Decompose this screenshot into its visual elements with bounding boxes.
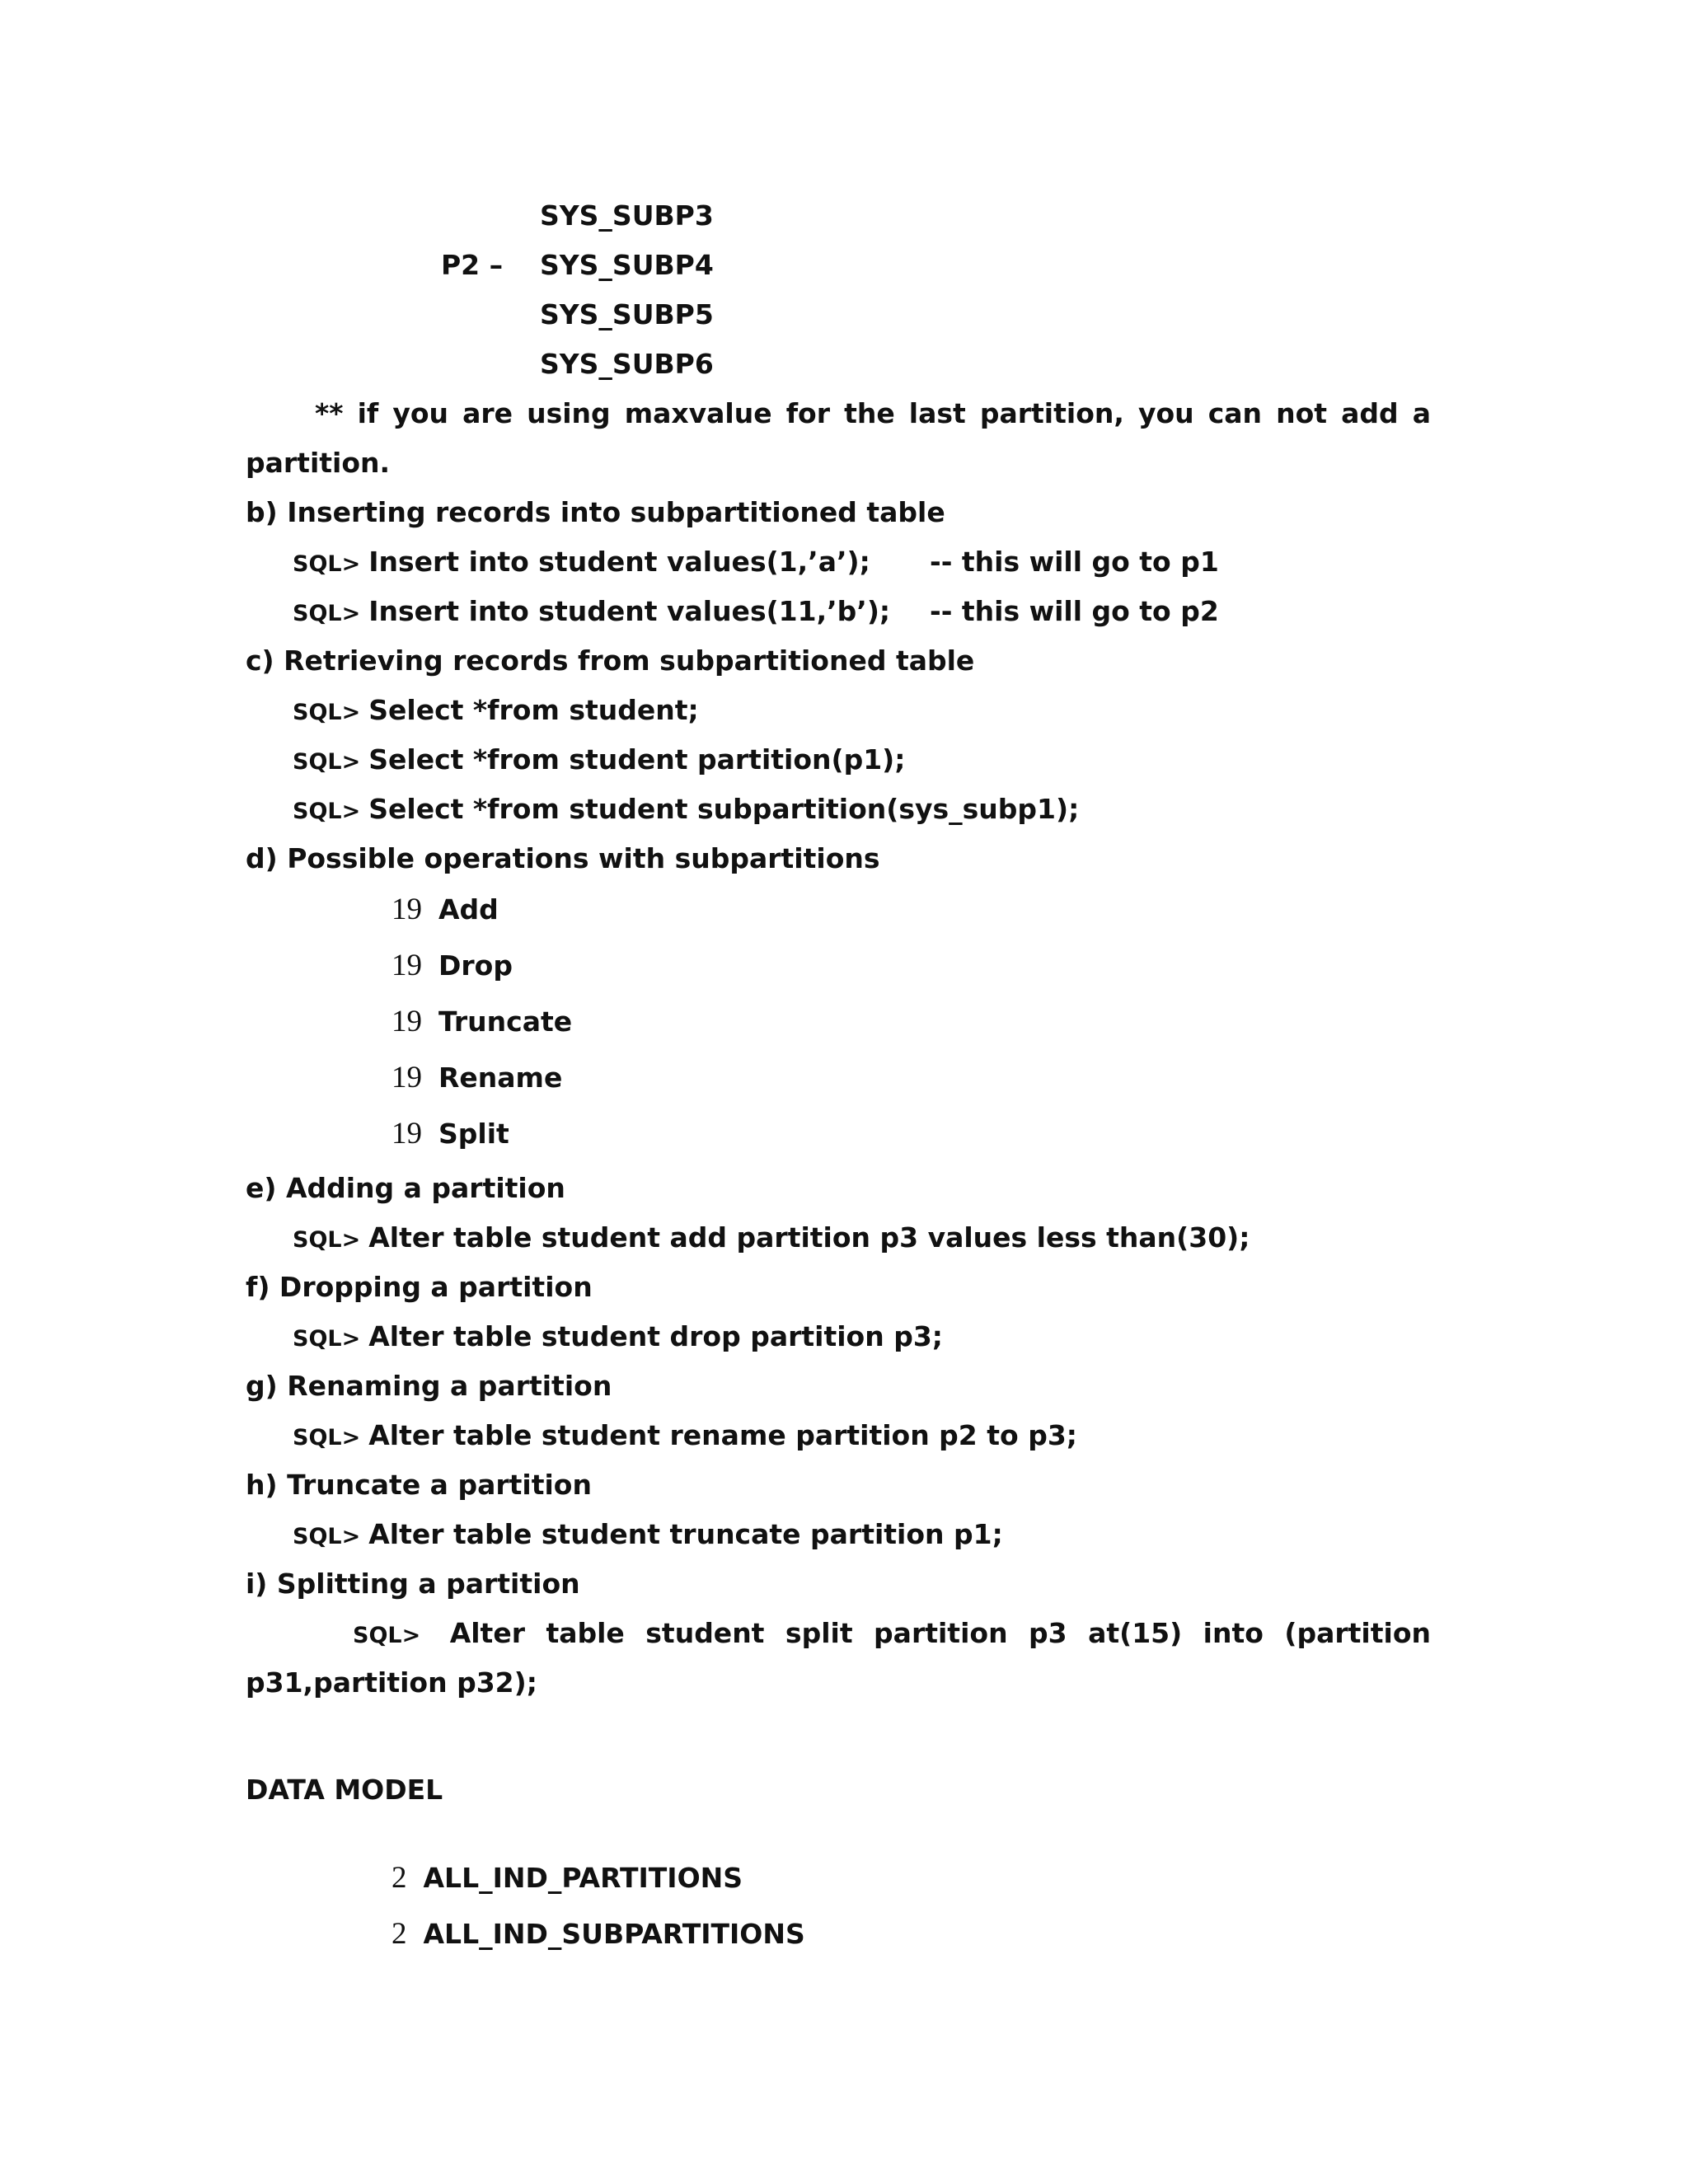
section-d-heading: d) Possible operations with subpartitions: [246, 842, 880, 874]
maxvalue-note-line1: ** if you are using maxvalue for the last partition, you can not add a: [315, 397, 1431, 429]
sql-insert-1: [293, 546, 870, 578]
section-b-heading: b) Inserting records into subpartitioned table: [246, 496, 945, 528]
sql-command: Select *from student partition(p1);: [368, 743, 906, 776]
sql-select-1: [293, 696, 699, 724]
sql-prompt: SQL>: [353, 1623, 421, 1648]
list-bullet: 19: [392, 1117, 422, 1151]
sql-command: Alter table student truncate partition p1;: [368, 1518, 1003, 1550]
list-bullet: 19: [392, 1061, 422, 1094]
sql-prompt: SQL>: [293, 1425, 361, 1451]
partition-p2-label: P2 –: [441, 249, 504, 281]
sql-command: Alter table student rename partition p2 to p3;: [368, 1419, 1077, 1451]
list-bullet: 19: [392, 893, 422, 926]
sql-add-partition: [293, 1221, 1250, 1254]
sql-prompt: SQL>: [293, 1524, 361, 1549]
list-bullet: 2: [392, 1861, 407, 1895]
sql-command: Select *from student;: [368, 694, 699, 726]
operation-item-rename: [392, 1062, 562, 1093]
section-f-heading: f) Dropping a partition: [246, 1271, 593, 1303]
section-i-heading: i) Splitting a partition: [246, 1568, 580, 1600]
subpartition-sys-subp3: SYS_SUBP3: [540, 199, 714, 232]
sql-drop-partition: [293, 1320, 943, 1352]
sql-select-2: [293, 743, 906, 776]
data-model-label: ALL_IND_SUBPARTITIONS: [423, 1918, 805, 1950]
sql-prompt: SQL>: [293, 749, 361, 775]
list-bullet: 19: [392, 949, 422, 982]
sql-rename-partition: [293, 1419, 1077, 1451]
sql-prompt: SQL>: [293, 700, 361, 725]
sql-insert-2-comment: -- this will go to p2: [930, 595, 1219, 627]
operation-label: Add: [438, 893, 499, 926]
subpartition-sys-subp4: SYS_SUBP4: [540, 249, 714, 281]
sql-command: Alter table student drop partition p3;: [368, 1320, 943, 1352]
section-h-heading: h) Truncate a partition: [246, 1469, 592, 1501]
list-bullet: 19: [392, 1005, 422, 1038]
section-e-heading: e) Adding a partition: [246, 1172, 565, 1204]
sql-select-3: [293, 795, 1079, 823]
operation-item-split: [392, 1118, 509, 1149]
sql-prompt: SQL>: [293, 1326, 361, 1352]
operation-item-add: [392, 894, 499, 925]
maxvalue-note-line2: partition.: [246, 447, 391, 479]
data-model-item-all-ind-partitions: [392, 1863, 743, 1893]
sql-split-partition-line2: p31,partition p32);: [246, 1666, 537, 1699]
sql-command: Alter table student split partition p3 at(15) into (partition: [449, 1617, 1431, 1649]
operation-label: Drop: [438, 949, 513, 982]
data-model-item-all-ind-subpartitions: [392, 1919, 805, 1949]
sql-prompt: SQL>: [293, 799, 361, 824]
sql-command: Alter table student add partition p3 values less than(30);: [368, 1221, 1250, 1254]
operation-label: Truncate: [438, 1005, 573, 1038]
operation-item-drop: [392, 950, 513, 981]
sql-insert-1-comment: -- this will go to p1: [930, 546, 1219, 578]
section-c-heading: c) Retrieving records from subpartitioned table: [246, 644, 975, 677]
operation-label: Split: [438, 1118, 509, 1150]
sql-command: Insert into student values(11,’b’);: [368, 595, 891, 627]
sql-command: Insert into student values(1,’a’);: [368, 546, 870, 578]
operation-item-truncate: [392, 1006, 572, 1037]
sql-command: Select *from student subpartition(sys_subp1);: [368, 793, 1080, 825]
sql-prompt: SQL>: [293, 551, 361, 577]
list-bullet: 2: [392, 1917, 407, 1951]
section-g-heading: g) Renaming a partition: [246, 1370, 612, 1402]
operation-label: Rename: [438, 1062, 563, 1094]
sql-prompt: SQL>: [293, 1227, 361, 1253]
data-model-heading: DATA MODEL: [246, 1774, 443, 1806]
sql-prompt: SQL>: [293, 601, 361, 626]
sql-truncate-partition: [293, 1518, 1003, 1550]
sql-split-partition-line1: [353, 1619, 1431, 1647]
subpartition-sys-subp5: SYS_SUBP5: [540, 298, 714, 330]
data-model-label: ALL_IND_PARTITIONS: [423, 1862, 743, 1894]
sql-insert-2: [293, 595, 891, 627]
subpartition-sys-subp6: SYS_SUBP6: [540, 348, 714, 380]
